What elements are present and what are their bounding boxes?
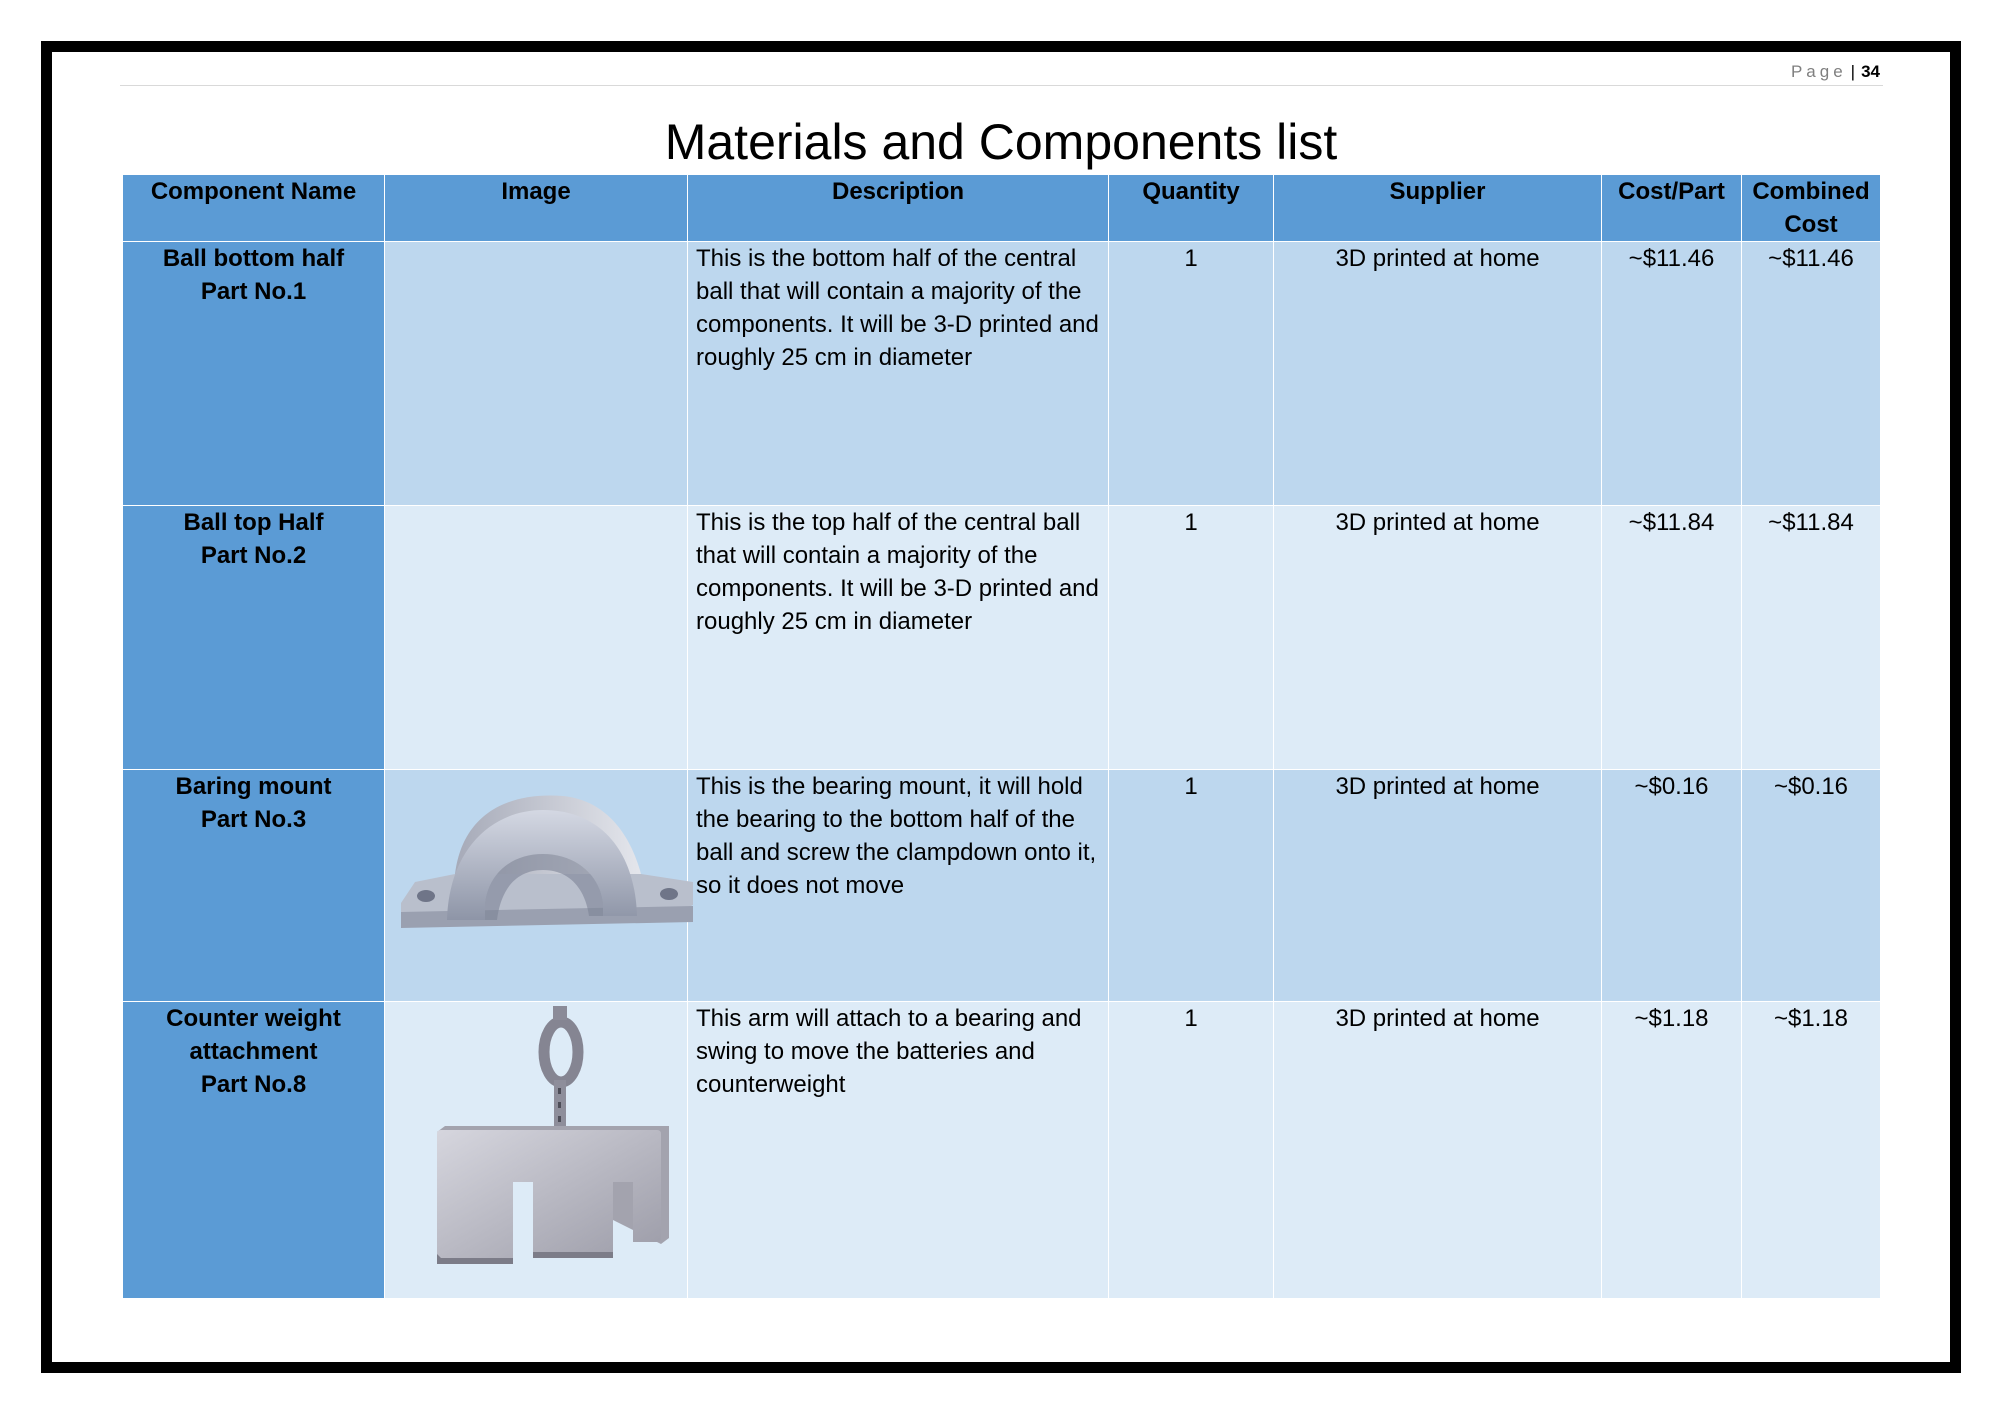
- combined-cost-cell: ~$11.46: [1742, 242, 1881, 506]
- description-cell: This is the top half of the central ball that will contain a majority of the components. It will be 3-D printed and roughly 25 cm in diameter: [688, 506, 1109, 770]
- col-header-description: Description: [688, 175, 1109, 242]
- part-number: Part No.1: [200, 278, 307, 305]
- col-header-image: Image: [385, 175, 688, 242]
- component-name-cell: [123, 770, 385, 1002]
- counterweight-arm-render-icon: [393, 1002, 696, 1298]
- combined-line-1: Combined: [1752, 178, 1870, 205]
- cost-part-cell: ~$0.16: [1602, 770, 1742, 1002]
- document-title: Materials and Components list: [664, 114, 1338, 170]
- description-cell: This is the bottom half of the central ball that will contain a majority of the components. It will be 3-D printed and roughly 25 cm in diameter: [688, 242, 1109, 506]
- component-name: Ball top Half: [183, 509, 324, 536]
- header-rule: [120, 85, 1883, 86]
- cost-part-cell: ~$11.46: [1602, 242, 1742, 506]
- supplier-cell: 3D printed at home: [1274, 1002, 1602, 1299]
- bearing-mount-render-icon: [393, 770, 696, 1001]
- component-name-cell: [123, 506, 385, 770]
- page-word: Page: [1790, 62, 1847, 81]
- page-number: 34: [1861, 62, 1880, 81]
- combined-cost-cell: ~$1.18: [1742, 1002, 1881, 1299]
- component-name-cell: [123, 1002, 385, 1299]
- components-table: [122, 174, 1881, 1299]
- col-header-component-name: Component Name: [123, 175, 385, 242]
- component-name: Counter weight: [166, 1005, 341, 1032]
- description-cell: This arm will attach to a bearing and swing to move the batteries and counterweight: [688, 1002, 1109, 1299]
- quantity-cell: 1: [1109, 242, 1274, 506]
- part-number: Part No.3: [200, 806, 307, 833]
- combined-cost-cell: ~$11.84: [1742, 506, 1881, 770]
- bearing-mount-image: [385, 770, 688, 1002]
- image-cell-empty: [385, 242, 688, 506]
- cost-part-cell: ~$11.84: [1602, 506, 1742, 770]
- table-header-row: [123, 175, 1881, 242]
- col-header-quantity: Quantity: [1109, 175, 1274, 242]
- combined-cost-cell: ~$0.16: [1742, 770, 1881, 1002]
- counterweight-arm-image: [385, 1002, 688, 1299]
- part-number: Part No.2: [200, 542, 307, 569]
- component-name: Ball bottom half: [162, 245, 345, 272]
- component-name-cell: [123, 242, 385, 506]
- table-row: [123, 770, 1881, 1002]
- col-header-supplier: Supplier: [1274, 175, 1602, 242]
- supplier-cell: 3D printed at home: [1274, 506, 1602, 770]
- page-number-label: [1791, 62, 1880, 82]
- col-header-combined-cost: [1742, 175, 1881, 242]
- component-name: Baring mount: [175, 773, 332, 800]
- table-row: [123, 506, 1881, 770]
- table-row: [123, 242, 1881, 506]
- supplier-cell: 3D printed at home: [1274, 770, 1602, 1002]
- quantity-cell: 1: [1109, 506, 1274, 770]
- quantity-cell: 1: [1109, 1002, 1274, 1299]
- description-cell: This is the bearing mount, it will hold the bearing to the bottom half of the ball and screw the clampdown onto it, so it does not move: [688, 770, 1109, 1002]
- cost-part-cell: ~$1.18: [1602, 1002, 1742, 1299]
- quantity-cell: 1: [1109, 770, 1274, 1002]
- page-separator: |: [1850, 62, 1856, 81]
- component-name-continued: attachment: [189, 1038, 318, 1065]
- image-cell-empty: [385, 506, 688, 770]
- combined-line-2: Cost: [1784, 211, 1838, 238]
- part-number: Part No.8: [200, 1071, 307, 1098]
- col-header-cost-part: Cost/Part: [1602, 175, 1742, 242]
- table-row: [123, 1002, 1881, 1299]
- supplier-cell: 3D printed at home: [1274, 242, 1602, 506]
